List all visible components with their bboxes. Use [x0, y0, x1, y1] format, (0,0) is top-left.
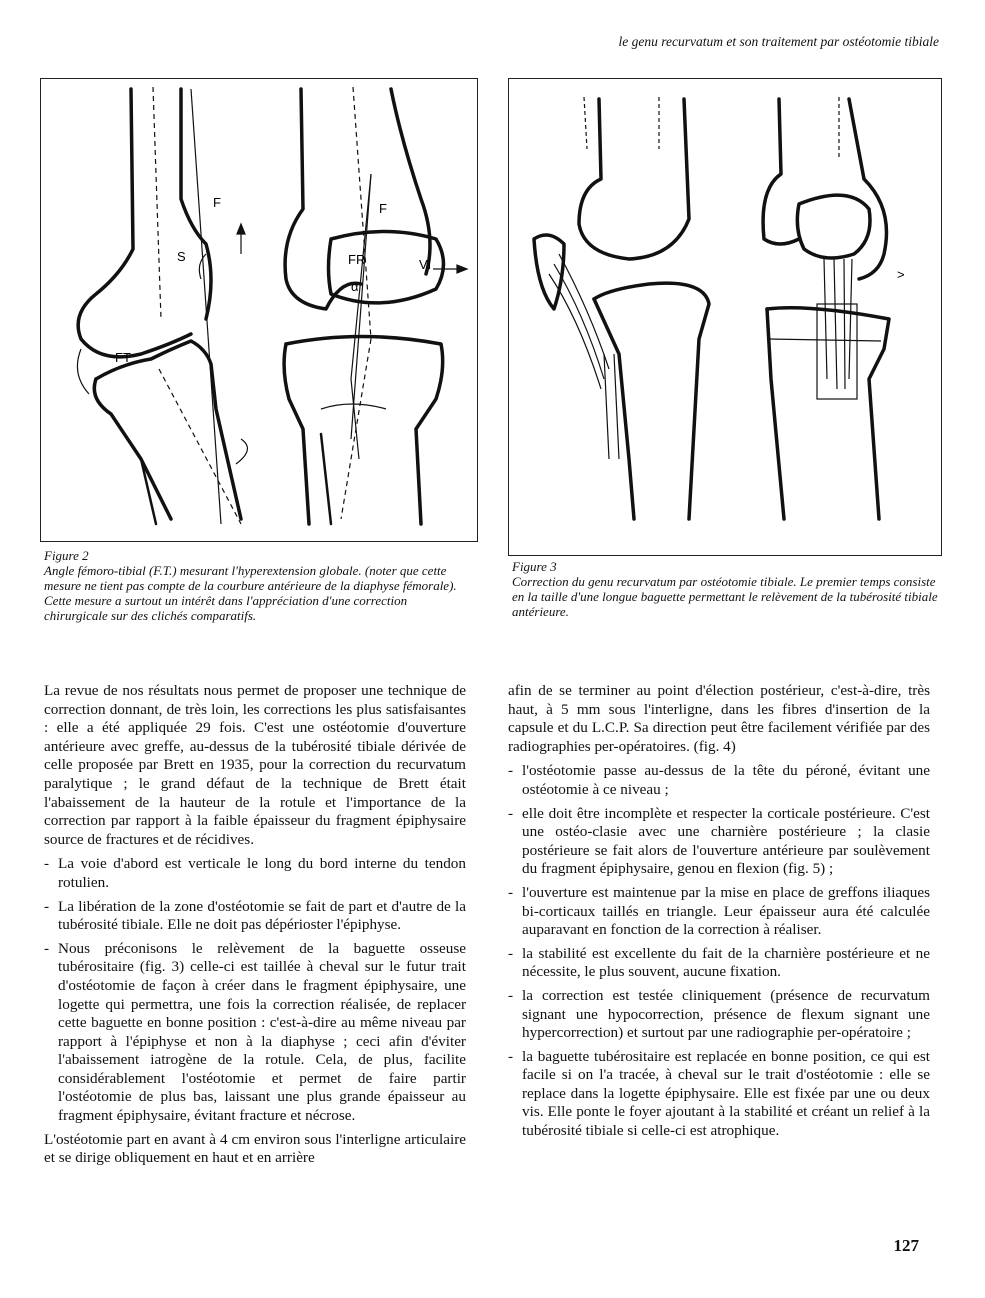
- figure-3-caption-text: Correction du genu recurvatum par ostéotomie tibiale. Le premier temps consiste en la taille d'une longue baguette permettant le relèvement de la tubérosité tibiale antérieure.: [512, 574, 938, 619]
- tibial-axis-dashed: [159, 369, 241, 524]
- ap-femur-left: [763, 99, 799, 244]
- label-s: S: [177, 249, 186, 264]
- figure-3-caption-title: Figure 3: [512, 559, 557, 574]
- list-item: - l'ouverture est maintenue par la mise en place de greffons iliaques bi-corticaux taillés en triangle. Leur épaisseur aura été calculée auparavant en fonction de la correction à réaliser.: [508, 884, 930, 940]
- lateral-femur-posterior: [181, 89, 211, 319]
- quad-vector-line: [351, 174, 371, 439]
- label-fr: FR: [348, 252, 366, 267]
- right-intro-paragraph: afin de se terminer au point d'élection postérieur, c'est-à-dire, très haut, à 5 mm sous l'interligne, dans les fibres d'insertion de la capsule et du L.C.P. Sa direction peut être facilement vérifiée par des radiographies per-opératoires. (fig. 4): [508, 682, 930, 755]
- list-item: - l'ostéotomie passe au-dessus de la tête du péroné, évitant une ostéotomie à ce niveau ;: [508, 762, 930, 799]
- bone-strip-lateral-2: [614, 354, 619, 459]
- lateral-femur-outline: [579, 99, 689, 259]
- patellar-tendon-3: [549, 274, 601, 389]
- right-column: [508, 682, 930, 1146]
- left-closing-paragraph: L'ostéotomie part en avant à 4 cm environ sous l'interligne articulaire et se dirige obliquement en haut et en arrière: [44, 1130, 466, 1167]
- lateral-femur-outline: [78, 89, 191, 357]
- osteotomy-line-ap: [769, 339, 881, 341]
- list-item: - Nous préconisons le relèvement de la baguette osseuse tubérositaire (fig. 3) celle-ci est taillée à cheval sur le futur trait d'ostéotomie de façon à créer dans le fragment épiphysaire, une logette qui permettra, une fois la correction réalisée, de replacer cette baguette en bonne position : c'est-à-dire au même niveau par rapport à l'épiphyse et non à la diaphyse ; ceci afin d'éviter l'abaissement iatrogène de la rotule. Cela, de plus, facilite considérablement l'ostéotomie et permet de faire partir l'ostéotomie de plus bas, laissant une plus grande épaisseur au fragment épiphysaire, évitant fracture et nécrose.: [44, 940, 466, 1126]
- right-item-list: [508, 762, 930, 1140]
- figure-2-caption-text: Angle fémoro-tibial (F.T.) mesurant l'hyperextension globale. (noter que cette mesure ne tient pas compte de la courbure antérieure de la diaphyse fémorale). Cette mesure a surtout un intérêt dans l'appréciation d'une correction chirurgicale sur des clichés comparatifs.: [44, 563, 457, 623]
- label-arrow: >: [897, 267, 905, 282]
- left-intro-paragraph: La revue de nos résultats nous permet de proposer une technique de correction donnant, de très loin, les corrections les plus satisfaisantes : elle a été appliquée 29 fois. C'est une ostéotomie d'ouverture antérieure avec greffe, au-dessus de la tubérosité tibiale dérivée de celle proposée par Brett en 1935, pour la correction du recurvatum paralytique ; le grand défaut de la technique de Brett était l'abaissement de la hauteur de la rotule et l'importance de la correction par rapport à la faible épaisseur du fragment épiphysaire source de fractures et de récidives.: [44, 682, 466, 848]
- figure-3-caption: [512, 559, 938, 619]
- lateral-tibia-anterior: [94, 379, 171, 519]
- lateral-fibula-line: [141, 459, 156, 524]
- ap-tibia-inner: [321, 434, 331, 524]
- ap-femur-right: [391, 89, 430, 274]
- ft-arc: [77, 349, 89, 394]
- up-arrow-head: [237, 224, 245, 234]
- ap-femur-left: [285, 89, 361, 309]
- figure-2: [40, 78, 478, 542]
- axis-top-left: [584, 97, 587, 149]
- list-item: - la stabilité est excellente du fait de la charnière postérieure et ne nécessite, le plus souvent, aucune fixation.: [508, 945, 930, 982]
- patella-lateral: [534, 235, 564, 309]
- ap-tibia-left: [767, 309, 784, 519]
- list-item: - la baguette tubérositaire est replacée en bonne position, ce qui est facile si on l'a tracée, à cheval sur le trait d'ostéotomie : elle se replace dans la logette épiphysaire. Elle est fixée par une ou deux vis. Elle ponte le foyer ajoutant à la stabilité et créant un relief à la tubérosité tibiale si celle-ci est atrophique.: [508, 1048, 930, 1141]
- label-alpha: α: [351, 279, 359, 294]
- tibia-rotation-arc: [236, 439, 247, 464]
- running-head: le genu recurvatum et son traitement par ostéotomie tibiale: [618, 34, 939, 49]
- label-vi: VI: [419, 257, 432, 272]
- list-item: - La voie d'abord est verticale le long du bord interne du tendon rotulien.: [44, 855, 466, 892]
- lateral-tibia-posterior: [594, 283, 709, 519]
- lateral-tibia-anterior: [594, 299, 634, 519]
- list-item: - la correction est testée cliniquement (présence de recurvatum signant une hypocorrection, présence de flexum signant une hypercorrection) et surtout par une radiographie per-opératoire ;: [508, 987, 930, 1043]
- figure-2-caption-title: Figure 2: [44, 548, 89, 563]
- tendon-ap-fibers: [824, 259, 852, 389]
- ap-tibia-left: [284, 344, 309, 524]
- list-item: - elle doit être incomplète et respecter la corticale postérieure. C'est une ostéo-clasie avec une charnière postérieure ; la clasie postérieure se fait alors de l'ouverture antérieure par soulèvement du fragment épiphysaire, genou en flexion (fig. 5) ;: [508, 805, 930, 879]
- bone-strip-lateral-1: [604, 354, 609, 459]
- label-f-left: F: [213, 195, 221, 210]
- page-number: 127: [893, 1236, 919, 1255]
- vi-arrowhead: [457, 265, 467, 273]
- figure-3-drawing: [509, 79, 941, 555]
- figure-3: [508, 78, 942, 556]
- figure-2-caption: [44, 548, 474, 623]
- figure-2-drawing: [41, 79, 477, 541]
- label-ft: FT: [115, 350, 131, 365]
- patella-ap: [797, 195, 870, 258]
- femoral-axis-dashed: [153, 87, 161, 319]
- left-item-list: [44, 855, 466, 1125]
- left-column: [44, 682, 466, 1174]
- ap-tibia-right: [286, 337, 443, 525]
- list-item: - La libération de la zone d'ostéotomie se fait de part et d'autre de la tubérosité tibiale. Elle ne doit pas dépérioster l'épiphyse.: [44, 898, 466, 935]
- label-f-right: F: [379, 201, 387, 216]
